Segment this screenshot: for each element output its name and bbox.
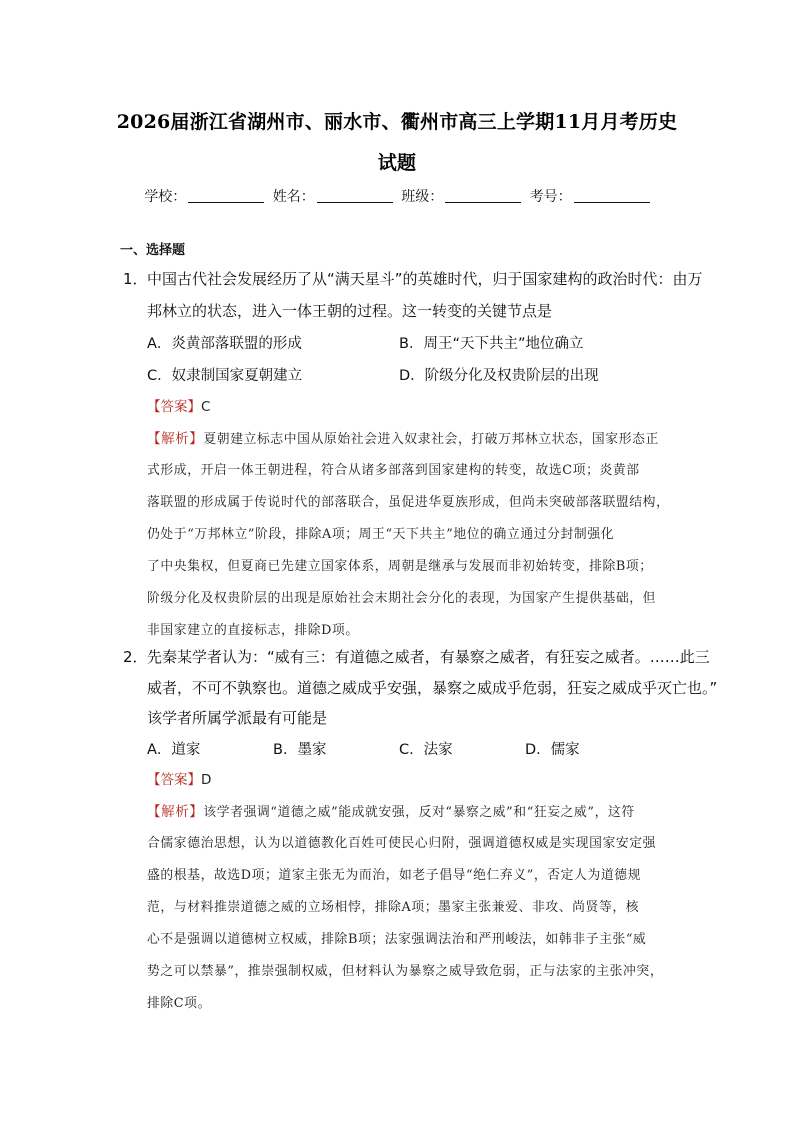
exam-no-field — [530, 186, 650, 206]
q2-explanation-line3: 盛的根基，故选D项；道家主张无为而治，如老子倡导“绝仁弃义”，否定人为道德规 — [147, 868, 642, 883]
q1-explanation-line3: 落联盟的形成属于传说时代的部落联合，虽促进华夏族形成，但尚未突破部落联盟结构， — [147, 495, 670, 510]
q1-explanation-line2: 式形成，开启一体王朝进程，符合从诸多部落到国家建构的转变，故选C项；炎黄部 — [147, 463, 640, 478]
q1-answer-label: 【答案】 — [147, 399, 201, 415]
q2-explanation-line2: 合儒家德治思想，认为以道德教化百姓可使民心归附，强调道德权威是实现国家安定强 — [147, 836, 657, 851]
q2-explanation-line7: 排除C项。 — [147, 996, 211, 1011]
q1-explanation-line7: 非国家建立的直接标志，排除D项。 — [147, 623, 359, 638]
q1-number: 1． — [123, 270, 148, 288]
exam-title-line1: 2026届浙江省湖州市、丽水市、衢州市高三上学期11月月考历史 — [116, 111, 678, 133]
q2-stem-line1: 先秦某学者认为：“威有三：有道德之威者，有暴察之威者，有狂妄之威者。……此三 — [147, 648, 710, 666]
school-field — [144, 186, 264, 206]
q2-option-d[interactable]: D．儒家 — [525, 742, 580, 758]
school-blank[interactable] — [188, 202, 264, 203]
class-field — [401, 186, 521, 206]
q1-answer — [147, 395, 210, 415]
q2-option-b[interactable]: B．墨家 — [273, 742, 327, 758]
q2-explanation-line6: 势之可以禁暴”，推崇强制权威，但材料认为暴察之威导致危弱，正与法家的主张冲突， — [147, 964, 664, 979]
q1-stem-line2: 邦林立的状态，进入一体王朝的过程。这一转变的关键节点是 — [147, 302, 553, 320]
q1-explanation-line5: 了中央集权，但夏商已先建立国家体系，周朝是继承与发展而非初始转变，排除B项； — [147, 559, 653, 574]
class-label: 班级： — [401, 189, 444, 205]
q1-explanation-line4: 仍处于“万邦林立”阶段，排除A项；周王“天下共主”地位的确立通过分封制强化 — [147, 527, 615, 542]
student-info-row — [0, 186, 794, 206]
q1-option-a[interactable]: A．炎黄部落联盟的形成 — [147, 336, 302, 352]
q1-stem-line1: 中国古代社会发展经历了从“满天星斗”的英雄时代，归于国家建构的政治时代：由万 — [147, 270, 703, 288]
q2-answer-value: D — [201, 772, 212, 788]
q2-stem-line3: 该学者所属学派最有可能是 — [147, 709, 328, 727]
q2-number: 2． — [123, 648, 148, 666]
name-field — [273, 186, 393, 206]
q2-answer-label: 【答案】 — [147, 772, 201, 788]
q1-option-d[interactable]: D．阶级分化及权贵阶层的出现 — [399, 368, 599, 384]
section-heading: 一、选择题 — [120, 243, 186, 258]
q2-stem-line2: 威者，不可不孰察也。道德之威成乎安强，暴察之威成乎危弱，狂妄之威成乎灭亡也。” — [147, 679, 718, 697]
q2-explanation-line4: 范，与材料推崇道德之威的立场相悖，排除A项；墨家主张兼爱、非攻、尚贤等，核 — [147, 900, 640, 915]
q1-option-b[interactable]: B．周王“天下共主”地位确立 — [399, 336, 584, 352]
q1-explanation-line6: 阶级分化及权贵阶层的出现是原始社会末期社会分化的表现，为国家产生提供基础，但 — [147, 591, 657, 606]
q1-explanation-line1 — [147, 427, 679, 447]
name-blank[interactable] — [317, 202, 393, 203]
q1-answer-value: C — [201, 399, 211, 415]
q2-explanation-line5: 心不是强调以道德树立权威，排除B项；法家强调法治和严刑峻法，如韩非子主张“威 — [147, 932, 647, 947]
q1-option-c[interactable]: C．奴隶制国家夏朝建立 — [147, 368, 303, 384]
q2-explanation-label: 【解析】 — [147, 804, 204, 820]
q1-explanation-label: 【解析】 — [147, 431, 204, 447]
school-label: 学校： — [144, 189, 187, 205]
exam-no-blank[interactable] — [574, 202, 650, 203]
q2-explanation-line1 — [147, 800, 679, 820]
exam-title-line2: 试题 — [377, 152, 417, 174]
q2-option-a[interactable]: A．道家 — [147, 742, 201, 758]
q2-option-c[interactable]: C．法家 — [399, 742, 453, 758]
class-blank[interactable] — [445, 202, 521, 203]
exam-no-label: 考号： — [529, 189, 572, 205]
q2-answer — [147, 768, 211, 788]
q1-explanation-text1: 夏朝建立标志中国从原始社会进入奴隶社会，打破万邦林立状态，国家形态正 — [203, 432, 659, 447]
q2-explanation-text1: 该学者强调“道德之威”能成就安强，反对“暴察之威”和“狂妄之威”，这符 — [203, 805, 635, 820]
name-label: 姓名： — [272, 189, 315, 205]
